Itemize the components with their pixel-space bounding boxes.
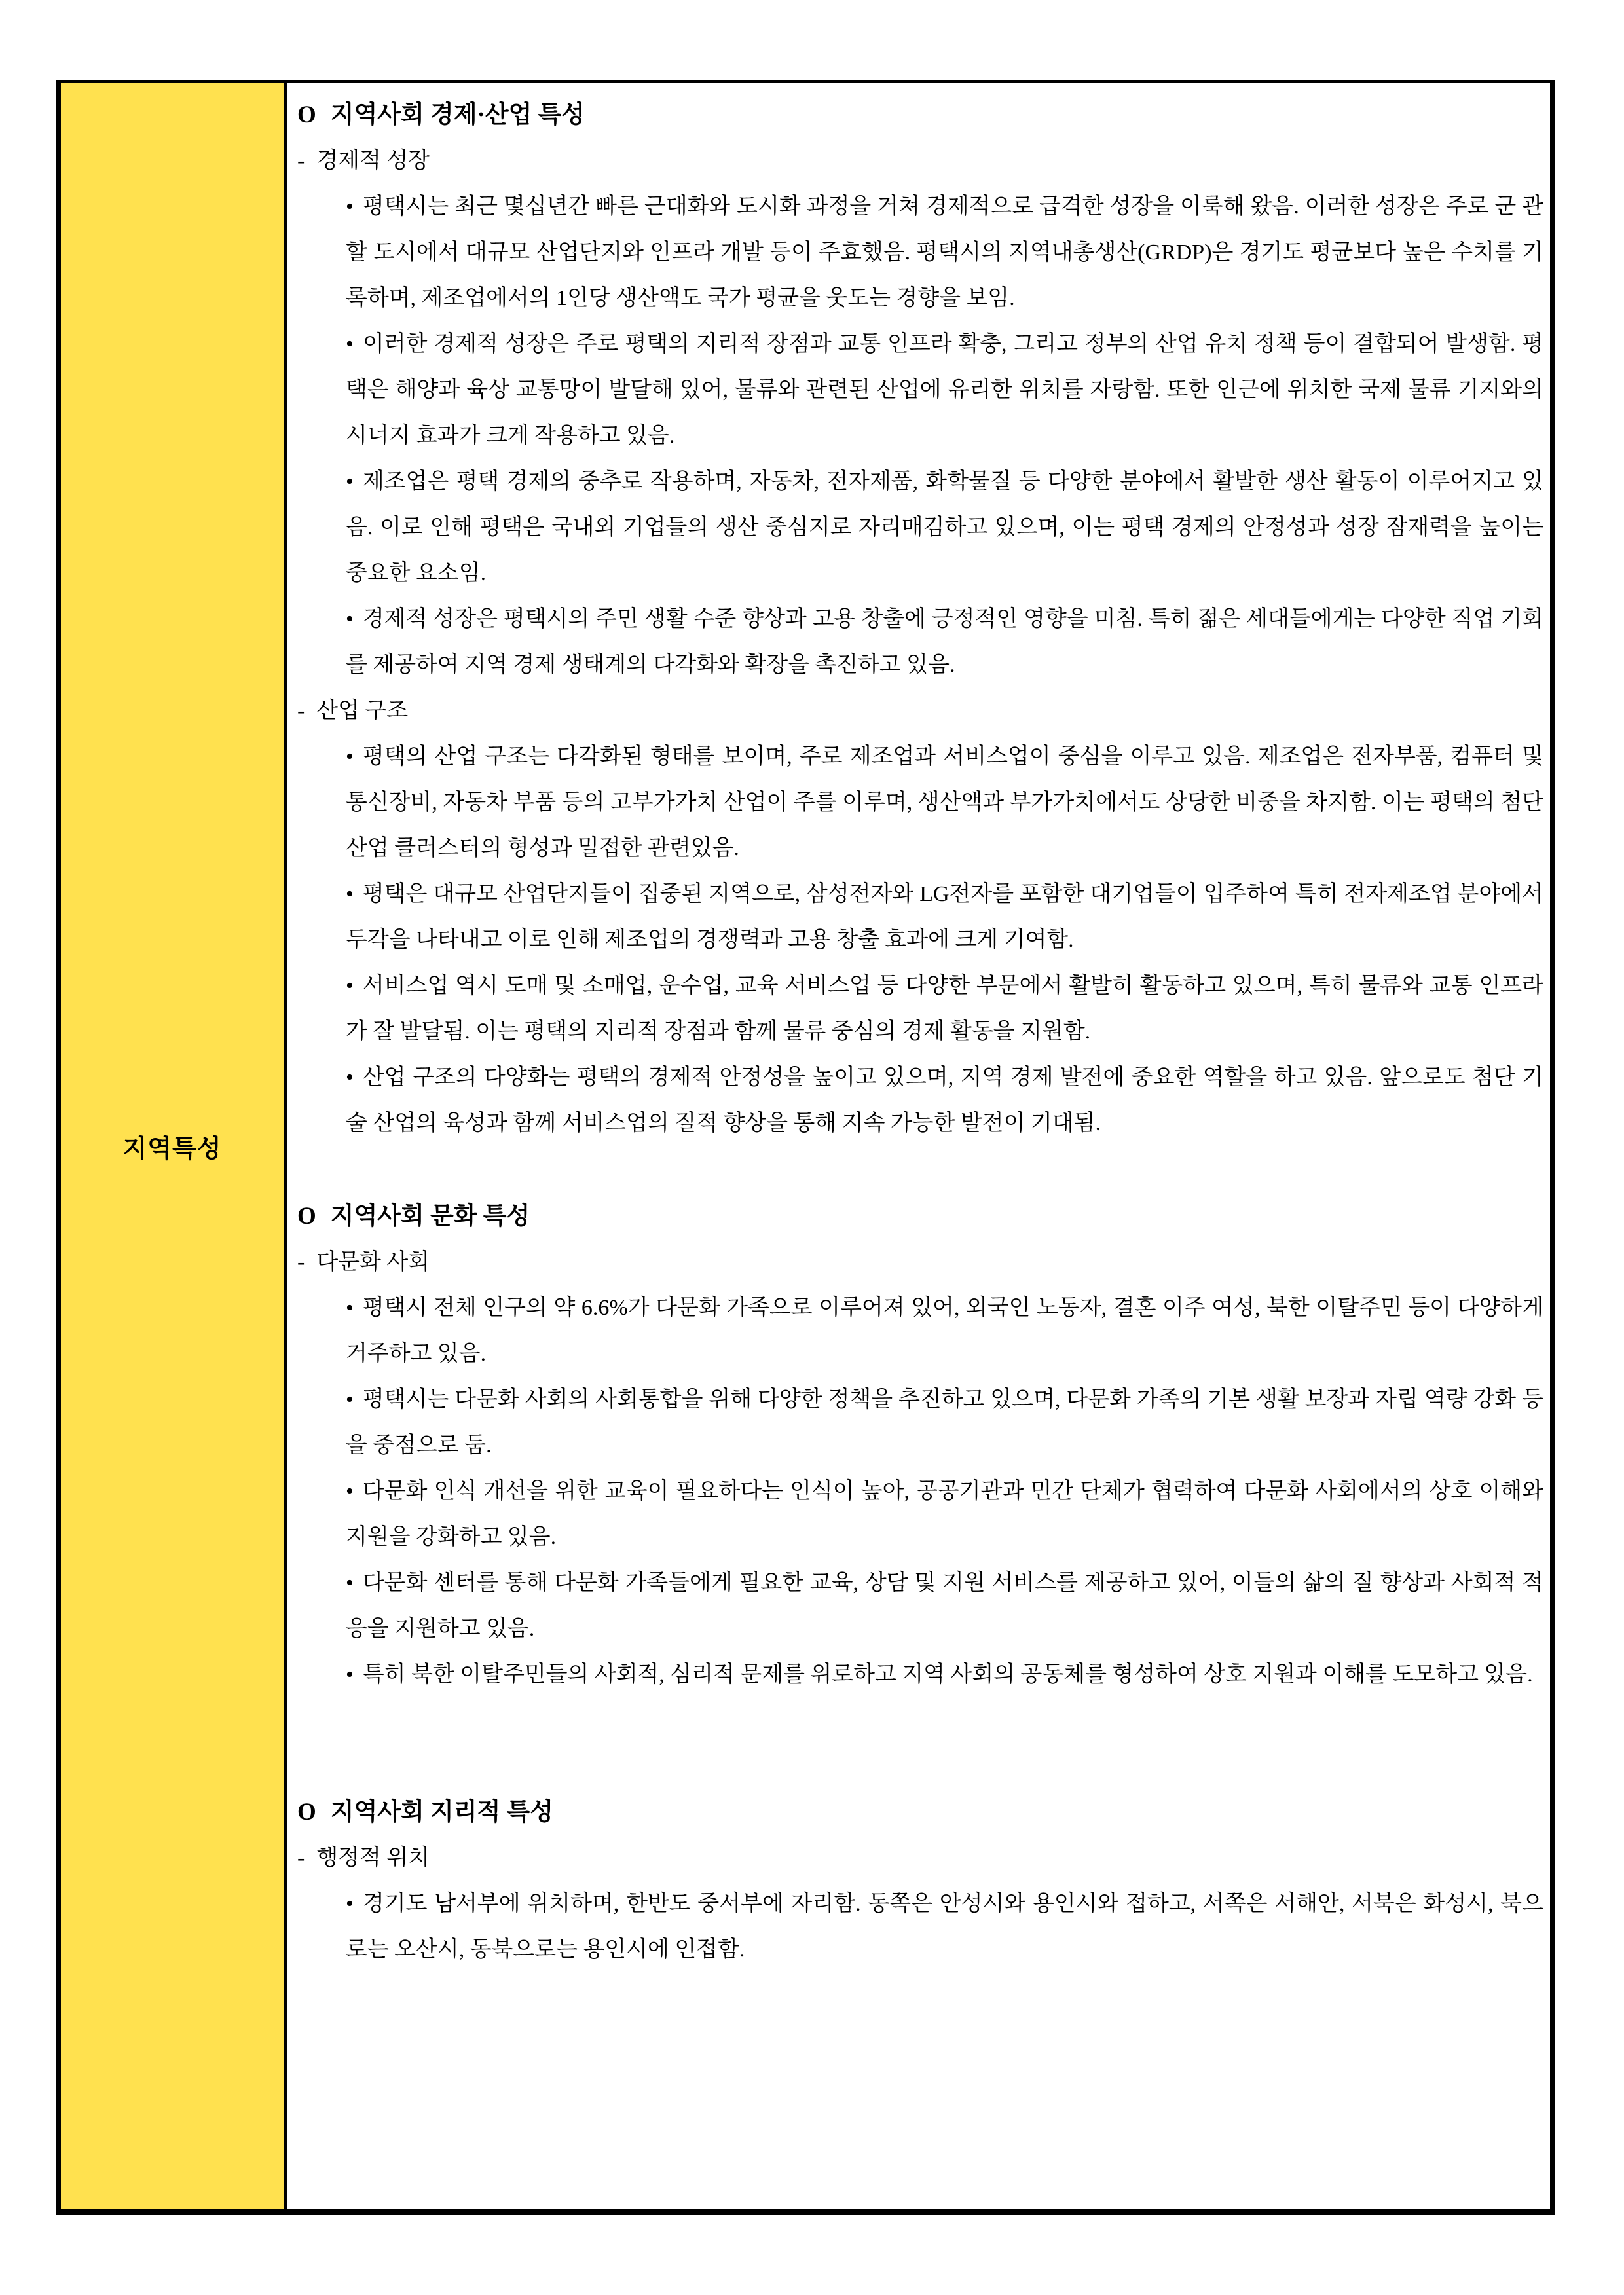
- bullet-text: 서비스업 역시 도매 및 소매업, 운수업, 교육 서비스업 등 다양한 부문에서 활발히 활동하고 있으며, 특히 물류와 교통 인프라가 잘 발달됨. 이는 평택의 지리적 장점과 함께 물류 중심의 경제 활동을 지원함.: [346, 974, 1543, 1044]
- bullet-item: [346, 1055, 1543, 1147]
- bullet-item: [346, 184, 1543, 321]
- bullet-item: [346, 1652, 1543, 1698]
- bullet-item: [346, 872, 1543, 963]
- dash-marker: -: [297, 1846, 305, 1870]
- bullet-text: 경제적 성장은 평택시의 주민 생활 수준 향상과 고용 창출에 긍정적인 영향을 미침. 특히 젊은 세대들에게는 다양한 직업 기회를 제공하여 지역 경제 생태계의 다각화와 확장을 촉진하고 있음.: [346, 607, 1543, 677]
- subsection-label-text: 행정적 위치: [316, 1846, 430, 1870]
- bullet-marker: •: [346, 332, 354, 356]
- bullet-marker: •: [346, 974, 354, 998]
- row-header-label: 지역특성: [122, 1135, 222, 1163]
- dash-marker: -: [297, 699, 305, 723]
- bullet-marker: •: [346, 1571, 354, 1595]
- section-heading: [297, 92, 1543, 138]
- bullet-item: [346, 459, 1543, 597]
- subsection-label: [297, 1239, 1543, 1285]
- bullet-text: 이러한 경제적 성장은 주로 평택의 지리적 장점과 교통 인프라 확충, 그리고 정부의 산업 유치 정책 등이 결합되어 발생함. 평택은 해양과 육상 교통망이 발달해 있어, 물류와 관련된 산업에 유리한 위치를 자랑함. 또한 인근에 위치한 국제 물류 기지와의 시너지 효과가 크게 작용하고 있음.: [346, 332, 1543, 448]
- bullet-text: 평택시는 다문화 사회의 사회통합을 위해 다양한 정책을 추진하고 있으며, 다문화 가족의 기본 생활 보장과 자립 역량 강화 등을 중점으로 둠.: [346, 1387, 1543, 1458]
- subsection-label: [297, 688, 1543, 734]
- bullet-item: [346, 734, 1543, 872]
- subsection-economic-growth: [297, 138, 1543, 688]
- subsection-administrative-location: [297, 1835, 1543, 1973]
- bullet-item: [346, 1469, 1543, 1560]
- bullet-text: 다문화 센터를 통해 다문화 가족들에게 필요한 교육, 상담 및 지원 서비스를 제공하고 있어, 이들의 삶의 질 향상과 사회적 적응을 지원하고 있음.: [346, 1571, 1543, 1641]
- subsection-label-text: 경제적 성장: [316, 149, 430, 173]
- subsection-label: [297, 1835, 1543, 1881]
- bullet-marker: •: [346, 1387, 354, 1412]
- section-heading-text: 지역사회 경제·산업 특성: [330, 101, 585, 128]
- bullet-marker: •: [346, 469, 354, 494]
- bullet-marker: •: [346, 744, 354, 769]
- bullet-text: 특히 북한 이탈주민들의 사회적, 심리적 문제를 위로하고 지역 사회의 공동체를 형성하여 상호 지원과 이해를 도모하고 있음.: [362, 1662, 1533, 1687]
- circle-marker: O: [297, 1203, 316, 1230]
- bullet-text: 평택시 전체 인구의 약 6.6%가 다문화 가족으로 이루어져 있어, 외국인 노동자, 결혼 이주 여성, 북한 이탈주민 등이 다양하게 거주하고 있음.: [346, 1296, 1543, 1366]
- subsection-label: [297, 138, 1543, 184]
- circle-marker: O: [297, 101, 316, 128]
- section-heading-text: 지역사회 문화 특성: [330, 1203, 530, 1230]
- bullet-text: 산업 구조의 다양화는 평택의 경제적 안정성을 높이고 있으며, 지역 경제 발전에 중요한 역할을 하고 있음. 앞으로도 첨단 기술 산업의 육성과 함께 서비스업의 질적 향상을 통해 지속 가능한 발전이 기대됨.: [346, 1065, 1543, 1135]
- section-geography: [297, 1790, 1543, 1973]
- bullet-marker: •: [346, 882, 354, 906]
- bullet-text: 제조업은 평택 경제의 중추로 작용하며, 자동차, 전자제품, 화학물질 등 다양한 분야에서 활발한 생산 활동이 이루어지고 있음. 이로 인해 평택은 국내외 기업들의 생산 중심지로 자리매김하고 있으며, 이는 평택 경제의 안정성과 성장 잠재력을 높이는 중요한 요소임.: [346, 469, 1543, 585]
- region-characteristics-table: [56, 80, 1555, 2215]
- bullet-marker: •: [346, 1296, 354, 1320]
- bullet-item: [346, 321, 1543, 459]
- bullet-marker: •: [346, 1662, 354, 1687]
- bullet-marker: •: [346, 1892, 354, 1916]
- bullet-text: 평택은 대규모 산업단지들이 집중된 지역으로, 삼성전자와 LG전자를 포함한 대기업들이 입주하여 특히 전자제조업 분야에서 두각을 나타내고 이로 인해 제조업의 경쟁력과 고용 창출 효과에 크게 기여함.: [346, 882, 1543, 952]
- circle-marker: O: [297, 1799, 316, 1826]
- bullet-item: [346, 1881, 1543, 1973]
- bullet-marker: •: [346, 607, 354, 631]
- bullet-marker: •: [346, 194, 354, 219]
- bullet-text: 평택시는 최근 몇십년간 빠른 근대화와 도시화 과정을 거쳐 경제적으로 급격한 성장을 이룩해 왔음. 이러한 성장은 주로 군 관할 도시에서 대규모 산업단지와 인프라 개발 등이 주효했음. 평택시의 지역내총생산(GRDP)은 경기도 평균보다 높은 수치를 기록하며, 제조업에서의 1인당 생산액도 국가 평균을 웃도는 경향을 보임.: [346, 194, 1543, 310]
- row-header-cell: [61, 83, 287, 2209]
- bullet-item: [346, 1377, 1543, 1469]
- bullet-text: 경기도 남서부에 위치하며, 한반도 중서부에 자리함. 동쪽은 안성시와 용인시와 접하고, 서쪽은 서해안, 서북은 화성시, 북으로는 오산시, 동북으로는 용인시에 인접함.: [346, 1892, 1543, 1962]
- subsection-industrial-structure: [297, 688, 1543, 1147]
- subsection-label-text: 다문화 사회: [316, 1250, 430, 1274]
- bullet-item: [346, 963, 1543, 1055]
- dash-marker: -: [297, 149, 305, 173]
- bullet-marker: •: [346, 1065, 354, 1090]
- bullet-text: 평택의 산업 구조는 다각화된 형태를 보이며, 주로 제조업과 서비스업이 중심을 이루고 있음. 제조업은 전자부품, 컴퓨터 및 통신장비, 자동차 부품 등의 고부가가치 산업이 주를 이루며, 생산액과 부가가치에서도 상당한 비중을 차지함. 이는 평택의 첨단산업 클러스터의 형성과 밀접한 관련있음.: [346, 744, 1543, 860]
- content-cell: [287, 83, 1550, 2209]
- bullet-item: [346, 1285, 1543, 1377]
- dash-marker: -: [297, 1250, 305, 1274]
- section-heading: [297, 1194, 1543, 1239]
- section-heading-text: 지역사회 지리적 특성: [330, 1799, 553, 1826]
- section-economy-industry: [297, 92, 1543, 1147]
- bullet-item: [346, 597, 1543, 688]
- section-culture: [297, 1194, 1543, 1698]
- bullet-marker: •: [346, 1479, 354, 1503]
- section-heading: [297, 1790, 1543, 1835]
- subsection-multicultural-society: [297, 1239, 1543, 1698]
- subsection-label-text: 산업 구조: [316, 699, 409, 723]
- bullet-item: [346, 1560, 1543, 1652]
- bullet-text: 다문화 인식 개선을 위한 교육이 필요하다는 인식이 높아, 공공기관과 민간 단체가 협력하여 다문화 사회에서의 상호 이해와 지원을 강화하고 있음.: [346, 1479, 1543, 1549]
